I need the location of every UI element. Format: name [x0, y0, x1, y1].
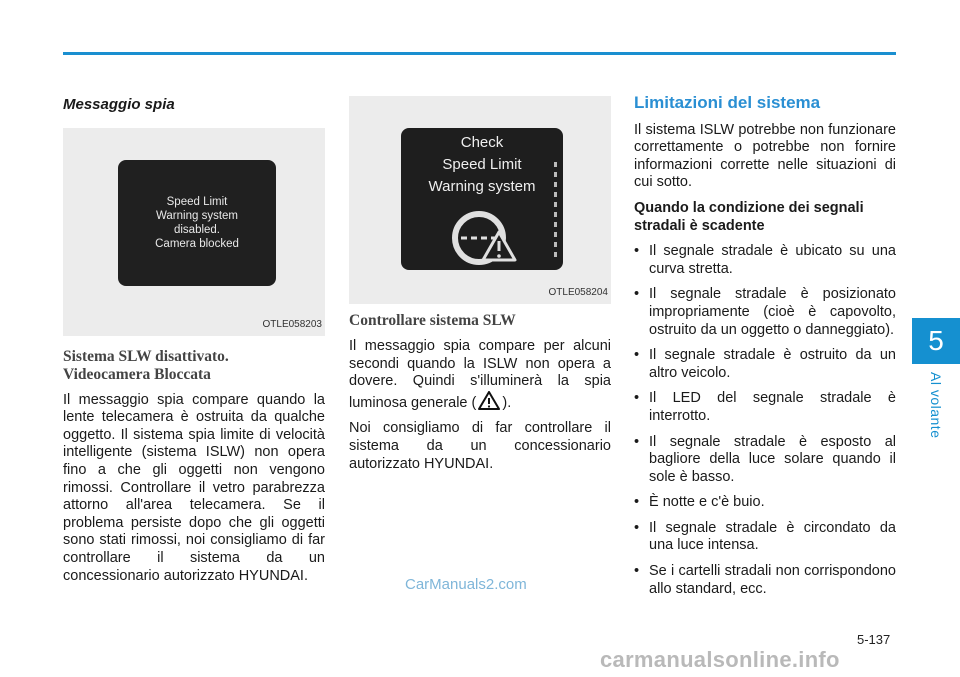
list-item: • Se i cartelli stradali non corrispondono allo standard, ecc. — [634, 563, 896, 598]
warning-triangle-icon — [478, 391, 500, 410]
list-item: • Il segnale stradale è ostruito da un altro veicolo. — [634, 347, 896, 382]
image-code: OTLE058204 — [548, 287, 608, 299]
display-line: Warning system — [428, 178, 536, 195]
text-span: Il messaggio spia compare per alcuni secondi quando la ISLW non opera a dovere. Quindi s'illuminerà la spia luminosa generale ( — [349, 338, 611, 411]
list-item: • È notte e c'è buio. — [634, 494, 896, 512]
chapter-title: Al volante — [928, 372, 944, 439]
limitations-heading: Limitazioni del sistema — [634, 93, 821, 112]
display-line: Camera blocked — [155, 237, 239, 250]
chapter-number: 5 — [928, 325, 944, 356]
right-column — [634, 94, 896, 606]
display-line: Check — [460, 134, 504, 151]
section-title: Messaggio spia — [63, 96, 175, 113]
display-line: Speed Limit — [166, 195, 228, 208]
gauge-dots — [554, 162, 557, 262]
body-paragraph: Noi consigliamo di far controllare il sistema da un concessionario autorizzato HYUNDAI. — [349, 420, 611, 472]
top-rule — [63, 52, 896, 55]
middle-column — [349, 96, 611, 481]
display-line: disabled. — [173, 223, 221, 236]
subheading-slw-disabled — [63, 348, 325, 384]
limitations-list — [634, 243, 896, 598]
heading-check-slw: Controllare sistema SLW — [349, 312, 516, 329]
text-span: ). — [502, 394, 512, 411]
image-code: OTLE058203 — [262, 319, 322, 330]
list-item: • Il segnale stradale è ubicato su una curva stretta. — [634, 243, 896, 278]
display-line: Warning system — [155, 209, 238, 222]
display-line: Speed Limit — [442, 156, 522, 173]
list-item: • Il segnale stradale è esposto al bagliore della luce solare quando il sole è basso. — [634, 434, 896, 487]
body-paragraph: Il messaggio spia compare quando la lente telecamera è ostruita da qualche oggetto. Il sistema spia limite di velocità intelligente (sistema ISLW) non opera fino a che gli oggetti non vengono rimossi. Controllare il vetro parabrezza attorno all'area telecamera. Se il problema persiste dopo che gli oggetti sono stati rimossi, noi consigliamo di far controllare il sistema da un concessionario autorizzato HYUNDAI. — [63, 391, 325, 584]
speed-sign-warning-icon — [451, 208, 521, 266]
list-item: • Il segnale stradale è circondato da una luce intensa. — [634, 520, 896, 555]
subheading-line: Videocamera Bloccata — [63, 365, 211, 383]
body-paragraph — [349, 338, 611, 412]
subheading-line: Sistema SLW disattivato. — [63, 347, 229, 365]
warning-image-1 — [63, 128, 325, 336]
conditions-subheading: Quando la condizione dei segnali stradali è scadente — [634, 199, 864, 234]
footer-site-logo: carmanualsonline.info — [600, 647, 840, 672]
chapter-tab[interactable] — [912, 318, 960, 364]
intro-paragraph: Il sistema ISLW potrebbe non funzionare correttamente o potrebbe non fornire informazioni corrette nelle situazioni di cui sotto. — [634, 121, 896, 191]
cluster-display-1 — [118, 160, 276, 286]
cluster-display-2 — [401, 128, 563, 270]
watermark-link[interactable]: CarManuals2.com — [405, 576, 527, 593]
warning-image-2 — [349, 96, 611, 304]
left-column — [63, 96, 325, 593]
page-number: 5-137 — [857, 632, 891, 647]
list-item: • Il LED del segnale stradale è interrotto. — [634, 390, 896, 425]
list-item: • Il segnale stradale è posizionato impropriamente (cioè è capovolto, ostruito da un oggetto o danneggiato). — [634, 286, 896, 339]
